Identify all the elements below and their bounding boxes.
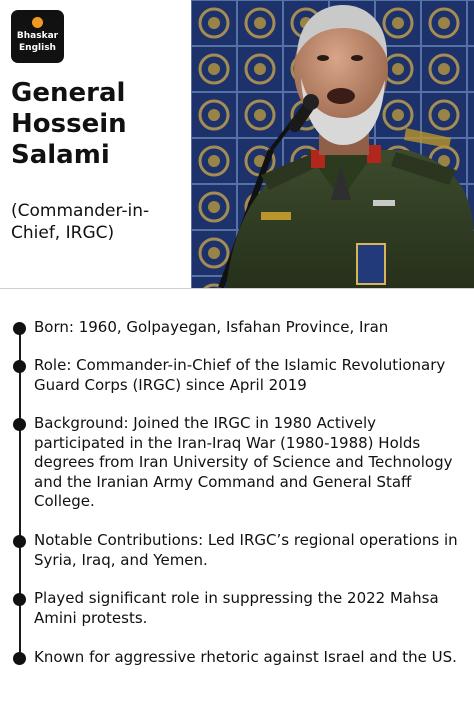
bullet-dot-icon	[13, 652, 26, 665]
bullet-dot-icon	[13, 418, 26, 431]
logo-dot-icon	[32, 17, 43, 28]
fact-text: Background: Joined the IRGC in 1980 Actively participated in the Iran-Iraq War (1980-1988) Holds degrees from Iran University of Science and Technology and the Iranian Army Command and General Staff College.	[34, 414, 453, 510]
fact-text: Notable Contributions: Led IRGC’s regional operations in Syria, Iraq, and Yemen.	[34, 531, 458, 569]
person-name: General Hossein Salami	[11, 78, 127, 170]
bullet-dot-icon	[13, 360, 26, 373]
bullet-dot-icon	[13, 535, 26, 548]
fact-text: Born: 1960, Golpayegan, Isfahan Province, Iran	[34, 318, 389, 336]
fact-text: Known for aggressive rhetoric against Israel and the US.	[34, 648, 457, 666]
timeline-line	[19, 327, 21, 662]
logo-text: Bhaskar English	[16, 31, 59, 53]
bullet-dot-icon	[13, 593, 26, 606]
person-title: (Commander-in- Chief, IRGC)	[11, 201, 150, 243]
fact-text: Role: Commander-in-Chief of the Islamic Revolutionary Guard Corps (IRGC) since April 2019	[34, 356, 446, 394]
portrait-illustration	[191, 0, 474, 288]
fact-text: Played significant role in suppressing the 2022 Mahsa Amini protests.	[34, 589, 439, 627]
bhaskar-english-logo[interactable]	[11, 10, 64, 63]
portrait-photo	[191, 0, 474, 288]
section-divider	[0, 288, 474, 289]
bullet-dot-icon	[13, 322, 26, 335]
